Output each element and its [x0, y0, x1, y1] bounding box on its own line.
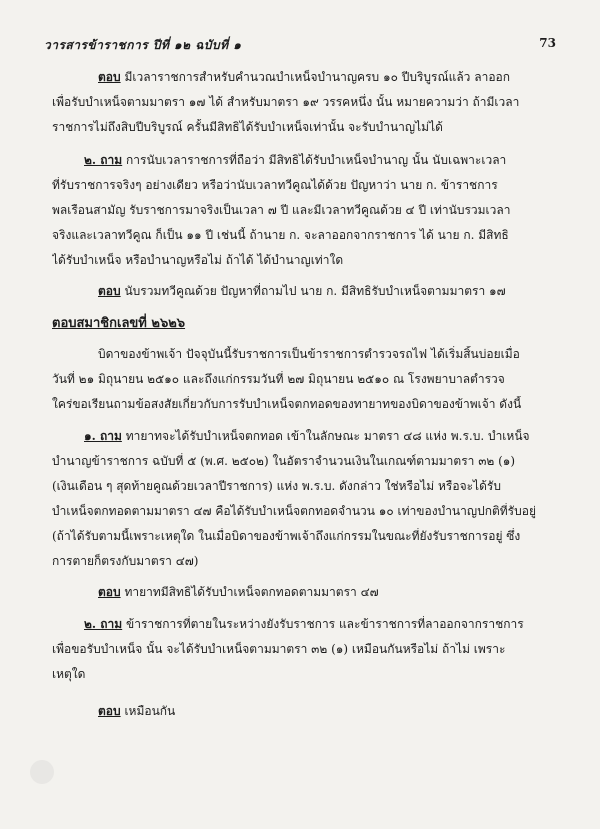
paragraph-line	[98, 703, 558, 719]
paragraph-line	[98, 283, 558, 299]
paragraph-line	[84, 152, 558, 168]
question-label: ๒. ถาม	[84, 617, 123, 631]
line-text: เหตุใด	[52, 667, 86, 681]
paragraph-line	[98, 584, 558, 600]
paragraph-line	[52, 227, 558, 243]
line-text: (เงินเดือน ๆ สุดท้ายคูณด้วยเวลาปีราชการ) แห่ง พ.ร.บ. ดังกล่าว ใช่หรือไม่ หรือจะได้รับ	[52, 479, 501, 493]
question-label: ๑. ถาม	[84, 429, 122, 443]
line-text: ราชการไม่ถึงสิบปีบริบูรณ์ ครั้นมีสิทธิได้รับบำเหน็จเท่านั้น จะรับบำนาญไม่ได้	[52, 120, 443, 134]
line-text: ได้รับบำเหน็จ หรือบำนาญหรือไม่ ถ้าได้ ได้บำนาญเท่าใด	[52, 253, 344, 267]
paragraph-line	[52, 503, 558, 519]
line-text: จริงและเวลาทวีคูณ ก็เป็น ๑๑ ปี เช่นนี้ ถ้านาย ก. จะลาออกจากราชการ ได้ นาย ก. มีสิทธิ	[52, 228, 509, 242]
line-text: ข้าราชการที่ตายในระหว่างยังรับราชการ และข้าราชการที่ลาออกจากราชการ	[122, 617, 524, 631]
paragraph-line	[52, 641, 558, 657]
paragraph-line	[52, 119, 558, 135]
paragraph-line	[84, 428, 558, 444]
line-text: บำนาญข้าราชการ ฉบับที่ ๕ (พ.ศ. ๒๕๐๒) ในอัตราจำนวนเงินในเกณฑ์ตามมาตรา ๓๒ (๑)	[52, 454, 516, 468]
paragraph-line	[98, 346, 558, 362]
line-text: (ถ้าได้รับตามนี้เพราะเหตุใด ในเมื่อบิดาของข้าพเจ้าถึงแก่กรรมในขณะที่ยังรับราชการอยู่ ซึ่ง	[52, 529, 521, 543]
answer-label: ตอบ	[98, 284, 121, 298]
section-title: ตอบสมาชิกเลขที่ ๒๖๒๖	[52, 316, 186, 331]
paragraph-line	[52, 94, 558, 110]
line-text: ทายาทจะได้รับบำเหน็จตกทอด เข้าในลักษณะ มาตรา ๔๘ แห่ง พ.ร.บ. บำเหน็จ	[121, 429, 530, 443]
answer-label: ตอบ	[98, 704, 121, 718]
question-label: ๒. ถาม	[84, 153, 123, 167]
paragraph-line	[52, 202, 558, 218]
paper-stain	[30, 760, 54, 784]
answer-label: ตอบ	[98, 585, 121, 599]
paragraph-line	[98, 69, 558, 85]
paragraph-line	[52, 528, 558, 544]
paragraph-line	[52, 371, 558, 387]
line-text: ใคร่ขอเรียนถามข้อสงสัยเกี่ยวกับการรับบำเหน็จตกทอดของทายาทของบิดาของข้าพเจ้า ดังนี้	[52, 397, 522, 411]
line-text: พลเรือนสามัญ รับราชการมาจริงเป็นเวลา ๗ ปี และมีเวลาทวีคูณด้วย ๔ ปี เท่านับรวมเวลา	[52, 203, 511, 217]
paragraph-line	[84, 616, 558, 632]
paragraph-line	[52, 252, 558, 268]
line-text: เหมือนกัน	[120, 704, 176, 718]
line-text: นับรวมทวีคูณด้วย ปัญหาที่ถามไป นาย ก. มีสิทธิรับบำเหน็จตามมาตรา ๑๗	[120, 284, 506, 298]
line-text: วันที่ ๒๑ มิถุนายน ๒๕๑๐ และถึงแก่กรรมวันที่ ๒๗ มิถุนายน ๒๕๑๐ ณ โรงพยาบาลตำรวจ	[52, 372, 505, 386]
answer-label: ตอบ	[98, 70, 121, 84]
page-header	[44, 36, 556, 56]
line-text: บิดาของข้าพเจ้า ปัจจุบันนี้รับราชการเป็นข้าราชการตำรวจรถไฟ ได้เริ่มสิ้นบ่อยเมื่อ	[98, 347, 520, 361]
line-text: บำเหน็จตกทอดตามมาตรา ๔๗ คือได้รับบำเหน็จตกทอดจำนวน ๑๐ เท่าของบำนาญปกติที่รับอยู่	[52, 504, 536, 518]
line-text: มีเวลาราชการสำหรับคำนวณบำเหน็จบำนาญครบ ๑๐ ปีบริบูรณ์แล้ว ลาออก	[120, 70, 511, 84]
paragraph-line	[52, 478, 558, 494]
page-number: 73	[539, 36, 556, 50]
line-text: เพื่อรับบำเหน็จตามมาตรา ๑๗ ได้ สำหรับมาตรา ๑๙ วรรคหนึ่ง นั้น หมายความว่า ถ้ามีเวลา	[52, 95, 520, 109]
line-text: ที่รับราชการจริงๆ อย่างเดียว หรือว่านับเวลาทวีคูณได้ด้วย ปัญหาว่า นาย ก. ข้าราชการ	[52, 178, 498, 192]
paragraph-line	[52, 553, 558, 569]
paragraph-line	[52, 666, 558, 682]
line-text: การนับเวลาราชการที่ถือว่า มีสิทธิได้รับบำเหน็จบำนาญ นั้น นับเฉพาะเวลา	[122, 153, 507, 167]
paragraph-line	[52, 177, 558, 193]
line-text: การตายก็ตรงกับมาตรา ๔๗)	[52, 554, 199, 568]
line-text: เพื่อขอรับบำเหน็จ นั้น จะได้รับบำเหน็จตามมาตรา ๓๒ (๑) เหมือนกันหรือไม่ ถ้าไม่ เพราะ	[52, 642, 506, 656]
paragraph-line	[52, 453, 558, 469]
paragraph-line	[52, 396, 558, 412]
journal-title: วารสารข้าราชการ ปีที่ ๑๒ ฉบับที่ ๑	[44, 38, 242, 52]
line-text: ทายาทมีสิทธิได้รับบำเหน็จตกทอดตามมาตรา ๔๗	[120, 585, 379, 599]
